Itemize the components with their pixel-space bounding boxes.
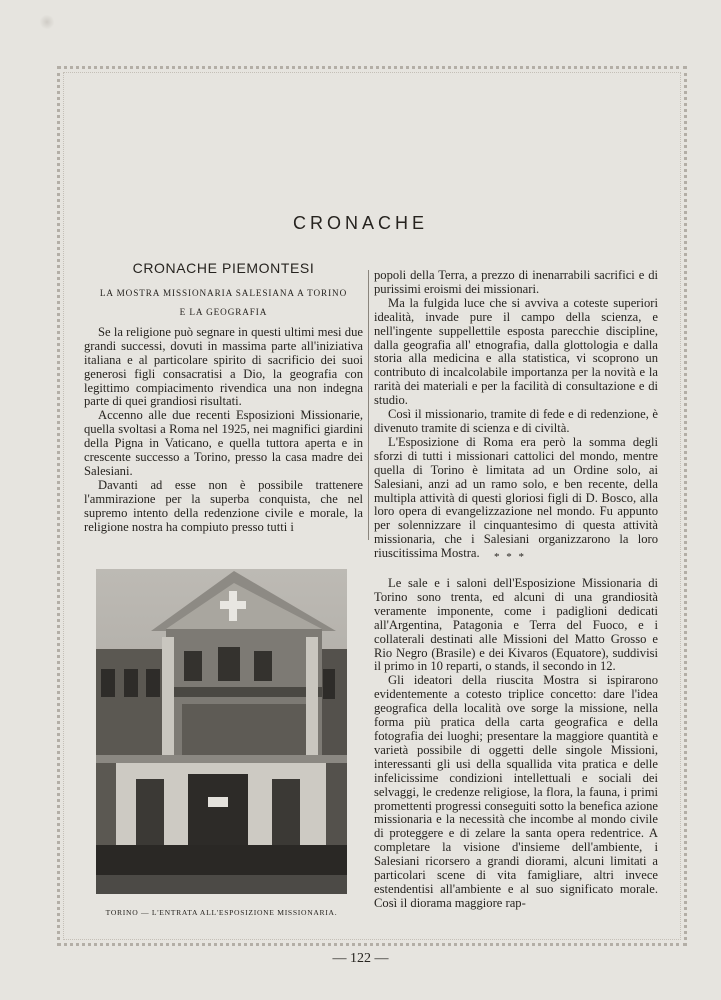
paragraph: Accenno alle due recenti Esposizioni Missionarie, quella svoltasi a Roma nel 1925, nei magnifici giardini della Pigna in Vaticano, e quella tuttora aperta e in crescente successo a Torino, presso la casa madre dei Salesiani. [84, 408, 363, 478]
section-separator: * * * [494, 551, 526, 563]
paragraph: Le sale e i saloni dell'Esposizione Missionaria di Torino sono trenta, ed alcuni di una grandiosità veramente imponente, come i padiglioni dedicati all'Argentina, Patagonia e Terra del Fuoco, e i collaterali destinati alle Missioni del Matto Grosso e Rio Negro (Brasile) e dei Kivaros (Equatore), suddivisi il primo in 10 reparti, o stands, il secondo in 12. [374, 577, 658, 674]
page-title: CRONACHE [292, 213, 428, 233]
column-divider [368, 270, 369, 540]
right-column-bottom [374, 577, 658, 921]
right-column-top [374, 269, 658, 561]
paragraph: popoli della Terra, a prezzo di inenarrabili sacrifici e di purissimi eroismi dei missionari. [374, 268, 658, 296]
exhibition-entrance-photo [96, 569, 347, 894]
paragraph: L'Esposizione di Roma era però la somma degli sforzi di tutti i missionari cattolici del mondo, mentre quella di Torino è limitata ad un Ordine solo, ai Salesiani, anzi ad un ramo solo, e ben recente, della multipla attività di questi gloriosi figli di D. Bosco, alla loro opera di evangelizzazione nel mondo. Fu appunto per solennizzare il cinquantesimo di questa attività missionaria, che i Salesiani organizzarono la loro riuscitissima Mostra. [374, 434, 658, 561]
paragraph: Ma la fulgida luce che si avviva a coteste superiori idealità, invade pure il campo della scienza, e nell'ingente suppellettile esposta parecchie discipline, dalla geografia all' etnografia, dalla glottologia e dalla storia alla medicina e alla statistica, vi scoprono un contributo di incalcolabile importanza per la novità e la rarità dei materiali e per la facilità di consultazione e di studio. [374, 295, 658, 408]
page-number: — 122 — [332, 951, 389, 966]
left-column [84, 262, 363, 540]
section-heading: CRONACHE PIEMONTESI [132, 262, 315, 276]
paragraph: Se la religione può segnare in questi ultimi mesi due grandi successi, dovuti in massima parte all'iniziativa italiana e al particolare spirito di sacrificio dei suoi generosi figli consacratisi a Dio, la geografia con legittimo compiacimento rivendica una non indegna parte di quei grandiosi risultati. [84, 324, 363, 409]
section-subheading-2: E LA GEOGRAFIA [179, 306, 268, 317]
paragraph: Così il missionario, tramite di fede e di redenzione, è divenuto tramite di scienza e di civiltà. [374, 407, 658, 435]
paragraph: Gli ideatori della riuscita Mostra si ispirarono evidentemente a cotesto triplice concetto: dare l'idea geografica della località ove sorge la missione, nella forma più pratica della carta geografica e della fotografia dei luoghi; presentare la maggiore quantità e varietà possibile di oggetti delle singole Missioni, interessanti gli usi della squallida vita pratica e delle infelicissime condizioni intellettuali e sociali dei selvaggi, le credenze religiose, la flora, la fauna, i primi promettenti progressi conseguiti sotto la benefica azione missionaria e la necessità che incombe al mondo civile di proteggere e di zelare la santa opera redentrice. A completare la visione d'insieme dell'ambiente, i Salesiani ricorsero a grandi diorami, alcuni limitati a particolari scene di vita famigliare, altri invece estendentisi all'ambiente e al suo significato morale. Così il diorama maggiore rap- [374, 673, 658, 910]
photo-caption: TORINO — L'ENTRATA ALL'ESPOSIZIONE MISSIONARIA. [105, 908, 338, 917]
page-smudge [40, 14, 54, 30]
section-subheading-1: LA MOSTRA MISSIONARIA SALESIANA A TORINO [99, 287, 348, 298]
paragraph: Davanti ad esse non è possibile trattenere l'ammirazione per la superba conquista, che nel supremo intento della redenzione civile e morale, la religione nostra ha compiuto presso tutti i [84, 477, 363, 534]
